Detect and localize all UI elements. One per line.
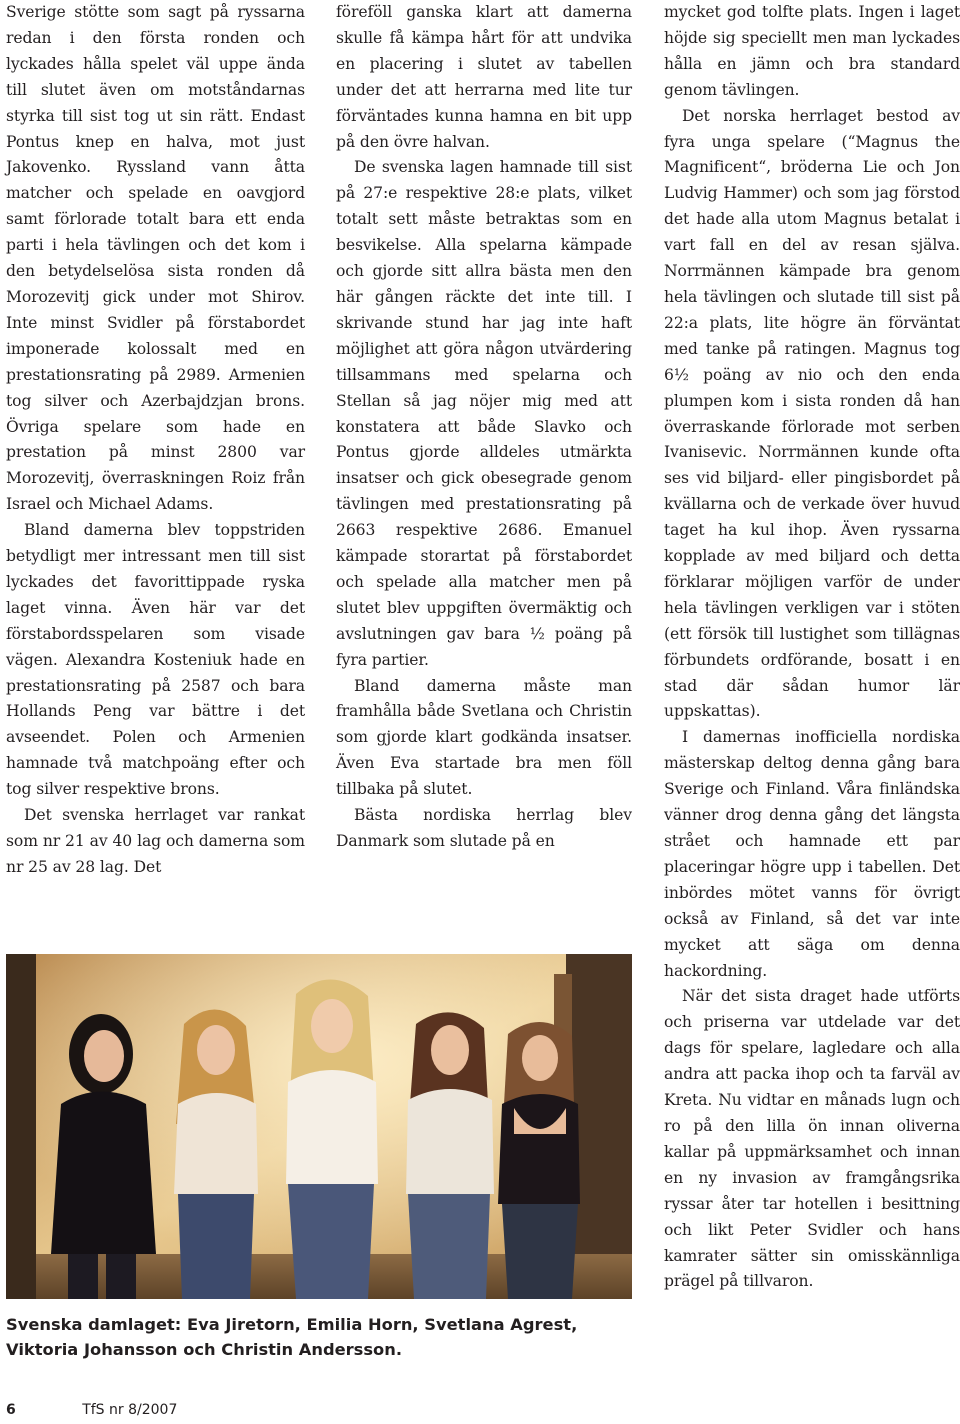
paragraph: Bland damerna blev toppstriden betydligt mer intressant men till sist lyckades det favorittippade ryska laget vinna. Även här var det förstabordsspelaren som visade vägen. Alexandra Kosteniuk hade en prestationsrating på 2587 och bara Hollands Peng var bättre i det avseendet. Polen och Armenien hamnade två matchpoäng efter och tog silver respektive brons. [6,521,305,799]
paragraph: Sverige stötte som sagt på ryssarna redan i den första ronden och lyckades hålla spelet väl uppe ända till slutet även om motståndarnas styrka till sist tog ut sin rätt. Endast Pontus knep en halva, mot just Jakovenko. Ryssland vann åtta matcher och spelade en oavgjord samt förlorade totalt bara ett enda parti i hela tävlingen och det kom i den betydelselösa sista ronden då Morozevitj gick under mot Shirov. Inte minst Svidler på förstabordet imponerade kolossalt med en prestationsrating på 2989. Armenien tog silver och Azerbajdzjan brons. Övriga spelare som hade en prestation på minst 2800 var Morozevitj, överraskningen Roiz från Israel och Michael Adams. [6,3,305,514]
paragraph: Bästa nordiska herrlag blev Danmark som slutade på en [336,806,632,850]
paragraph: I damernas inofficiella nordiska mästerskap deltog denna gång bara Sverige och Finland. Våra finländska vänner drog denna gång det längsta strået och hamnade ett par placeringar högre upp i tabellen. Det inbördes mötet vanns för övrigt också av Finland, så det var inte mycket att säga om denna hackordning. [664,728,960,980]
page-footer [6,1402,177,1418]
paragraph: De svenska lagen hamnade till sist på 27:e respektive 28:e plats, vilket totalt sett måste betraktas som en besvikelse. Alla spelarna kämpade och gjorde sitt allra bästa men den här gången räckte det inte till. I skrivande stund har jag inte haft möjlighet att göra någon utvärdering tillsammans med spelarna och Stellan så jag nöjer mig med att konstatera att både Slavko och Pontus gjorde alldeles utmärkta insatser och gick obesegrade genom tävlingen med prestationsrating på 2663 respektive 2686. Emanuel kämpade storartat på förstabordet och spelade alla matcher men på slutet blev uppgiften övermäktig och avslutningen gav bara ½ poäng på fyra partier. [336,158,632,669]
paragraph: Det norska herrlaget bestod av fyra unga spelare (“Magnus the Magnificent“, bröderna Lie och Jon Ludvig Hammer) och som jag förstod det hade alla utom Magnus betalat i vart fall en del av resan själva. Norrmännen kämpade bra genom hela tävlingen och slutade till sist på 22:a plats, lite högre än förväntat med tanke på ratingen. Magnus tog 6½ poäng av nio och den enda plumpen kom i sista ronden då han överraskande förlorade mot serben Ivanisevic. Norrmännen kunde ofta ses vid biljard- eller pingisbordet på kvällarna och de verkade över huvud taget ha kul ihop. Även ryssarna kopplade av med biljard och detta förklarar möjligen varför de under hela tävlingen verkligen var i stöten (ett försök till lustighet som tillägnas förbundets ordförande, bosatt i en stad där sådan humor lär uppskattas). [664,106,960,721]
article-column-2 [336,0,632,855]
paragraph: Det svenska herrlaget var rankat som nr 21 av 40 lag och damerna som nr 25 av 28 lag. Det [6,806,305,876]
paragraph: Bland damerna måste man framhålla både Svetlana och Christin som gjorde klart godkända insatser. Även Eva startade bra men föll tillbaka på slutet. [336,676,632,799]
paragraph: mycket god tolfte plats. Ingen i laget höjde sig speciellt men man lyckades hålla en jämn och bra standard genom tävlingen. [664,3,960,99]
paragraph: föreföll ganska klart att damerna skulle få kämpa hårt för att undvika en placering i slutet av tabellen under det att herrarna med lite tur förväntades kunna hamna en bit upp på den övre halvan. [336,3,632,151]
paragraph: När det sista draget hade utförts och priserna var utdelade var det dags för spelare, lagledare och alla andra att packa ihop och ta farväl av Kreta. Nu vidtar en månads lugn och ro på den lilla ön innan oliverna kallar på uppmärksamhet och innan en ny invasion av framgångsrika ryssar åter tar hotellen i besittning och likt Peter Svidler och hans kamrater sätter sin omisskännliga prägel på tillvaron. [664,987,960,1291]
team-photo [6,954,632,1299]
article-column-1 [6,0,305,881]
article-column-3 [664,0,960,1295]
photo-caption: Svenska damlaget: Eva Jiretorn, Emilia Horn, Svetlana Agrest, Viktoria Johansson och Christin Andersson. [6,1315,578,1359]
publication-name: TfS nr 8/2007 [82,1402,178,1418]
page-number: 6 [6,1402,16,1418]
team-photo-illustration [6,954,632,1299]
